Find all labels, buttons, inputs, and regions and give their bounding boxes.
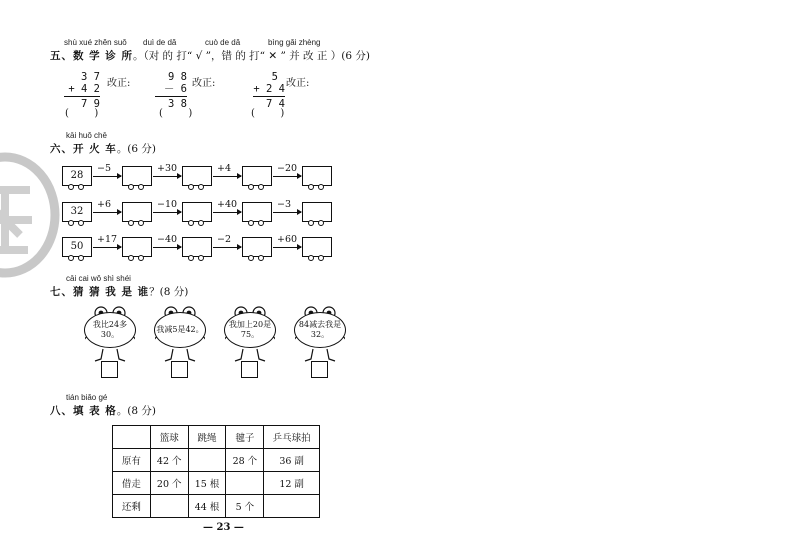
pinyin-s7: cāi cai wǒ shì shéi bbox=[66, 274, 131, 283]
section6-heading bbox=[50, 141, 156, 156]
pinyin-s5-1: shù xué zhěn suǒ bbox=[64, 38, 127, 47]
table-cell[interactable] bbox=[226, 472, 264, 495]
train-start-car: 28 bbox=[62, 166, 92, 186]
arrow-icon bbox=[93, 247, 121, 248]
table-row bbox=[113, 472, 320, 495]
wheel-icon bbox=[78, 220, 84, 226]
problem-1-addend: 3 7 bbox=[81, 71, 100, 83]
wheel-icon bbox=[78, 184, 84, 190]
section7-note: ？(8 分) bbox=[149, 286, 189, 298]
problem-2-minuend: 9 8 bbox=[168, 71, 187, 83]
train-operation: +30 bbox=[157, 163, 178, 174]
table-row bbox=[113, 449, 320, 472]
train-operation: −5 bbox=[97, 163, 112, 174]
pinyin-s5-3: cuò de dǎ bbox=[205, 38, 241, 47]
arrow-icon bbox=[213, 212, 241, 213]
train-operation: −20 bbox=[277, 163, 298, 174]
wheel-icon bbox=[258, 220, 264, 226]
wheel-icon bbox=[138, 255, 144, 261]
wheel-icon bbox=[68, 184, 74, 190]
table-header-cell: 跳绳 bbox=[188, 426, 226, 449]
wheel-icon bbox=[258, 184, 264, 190]
table-cell[interactable] bbox=[150, 495, 188, 518]
arrow-icon bbox=[273, 176, 301, 177]
train-operation: −40 bbox=[157, 234, 178, 245]
wheel-icon bbox=[128, 184, 134, 190]
wheel-icon bbox=[308, 220, 314, 226]
table-cell: 44 根 bbox=[188, 495, 226, 518]
frog-riddle-text: 我比24多30。 bbox=[84, 312, 136, 348]
train-answer-car[interactable] bbox=[302, 237, 332, 257]
problem-3-operand: + 2 4 bbox=[253, 83, 285, 95]
train-answer-car[interactable] bbox=[242, 237, 272, 257]
arrow-icon bbox=[273, 247, 301, 248]
table-row bbox=[113, 495, 320, 518]
wheel-icon bbox=[318, 184, 324, 190]
train-operation: +17 bbox=[97, 234, 118, 245]
arrow-icon bbox=[93, 212, 121, 213]
inventory-table bbox=[112, 425, 320, 518]
section5-note: 。（对 的 打“ √ ”，错 的 打“ ✕ ” 并 改 正 ）(6 分) bbox=[132, 50, 370, 62]
section5-heading bbox=[50, 48, 370, 63]
train-answer-car[interactable] bbox=[242, 166, 272, 186]
table-header-row bbox=[113, 426, 320, 449]
wheel-icon bbox=[318, 255, 324, 261]
problem-3-fix-label: 改正: bbox=[286, 78, 310, 89]
train-start-car: 50 bbox=[62, 237, 92, 257]
frog-riddle-text: 我减5是42。 bbox=[154, 312, 206, 348]
problem-3-addend: 5 bbox=[271, 71, 278, 83]
table-cell[interactable] bbox=[188, 449, 226, 472]
section6-title: 六、开 火 车 bbox=[50, 143, 117, 155]
pinyin-s5-2: duì de dǎ bbox=[143, 38, 177, 47]
wheel-icon bbox=[78, 255, 84, 261]
page-number: — 23 — bbox=[203, 522, 244, 533]
section7-title: 七、猜 猜 我 是 谁 bbox=[50, 286, 150, 298]
problem-3-vertical bbox=[253, 71, 285, 110]
wheel-icon bbox=[308, 255, 314, 261]
section5-title: 五、数 学 诊 所 bbox=[50, 50, 133, 62]
frog-riddle-text: 84减去我是32。 bbox=[294, 312, 346, 348]
table-cell: 12 副 bbox=[264, 472, 320, 495]
wheel-icon bbox=[68, 255, 74, 261]
arrow-icon bbox=[273, 212, 301, 213]
wheel-icon bbox=[138, 184, 144, 190]
table-cell[interactable] bbox=[264, 495, 320, 518]
table-cell: 28 个 bbox=[226, 449, 264, 472]
section8-title: 八、填 表 格 bbox=[50, 405, 117, 417]
train-operation: +60 bbox=[277, 234, 298, 245]
problem-2-fix-label: 改正: bbox=[192, 78, 216, 89]
train-operation: −2 bbox=[217, 234, 232, 245]
table-header-cell: 乒乓球拍 bbox=[264, 426, 320, 449]
train-operation: +6 bbox=[97, 199, 112, 210]
train-operation: −3 bbox=[277, 199, 292, 210]
table-header-cell: 篮球 bbox=[150, 426, 188, 449]
wheel-icon bbox=[198, 220, 204, 226]
arrow-icon bbox=[153, 212, 181, 213]
wheel-icon bbox=[128, 220, 134, 226]
wheel-icon bbox=[138, 220, 144, 226]
train-answer-car[interactable] bbox=[182, 237, 212, 257]
section7-heading bbox=[50, 284, 188, 299]
wheel-icon bbox=[68, 220, 74, 226]
frog-answer-box[interactable] bbox=[311, 361, 328, 378]
table-cell: 36 副 bbox=[264, 449, 320, 472]
pinyin-s6: kāi huǒ chē bbox=[66, 131, 107, 140]
train-answer-car[interactable] bbox=[122, 237, 152, 257]
train-operation: −10 bbox=[157, 199, 178, 210]
wheel-icon bbox=[188, 255, 194, 261]
wheel-icon bbox=[188, 184, 194, 190]
problem-1-operand: + 4 2 bbox=[68, 83, 100, 95]
table-cell: 15 根 bbox=[188, 472, 226, 495]
table-row-label: 原有 bbox=[113, 449, 151, 472]
wheel-icon bbox=[198, 255, 204, 261]
train-answer-car[interactable] bbox=[122, 202, 152, 222]
problem-2-operand: － 6 bbox=[163, 83, 187, 95]
problem-1-result: 7 9 bbox=[81, 98, 100, 110]
arrow-icon bbox=[153, 247, 181, 248]
problem-2-result: 3 8 bbox=[168, 98, 187, 110]
wheel-icon bbox=[128, 255, 134, 261]
frog-answer-box[interactable] bbox=[241, 361, 258, 378]
wheel-icon bbox=[258, 255, 264, 261]
problem-3-result: 7 4 bbox=[266, 98, 285, 110]
train-operation: +4 bbox=[217, 163, 232, 174]
table-cell: 5 个 bbox=[226, 495, 264, 518]
wheel-icon bbox=[248, 220, 254, 226]
train-operation: +40 bbox=[217, 199, 238, 210]
pinyin-s5-4: bìng gǎi zhèng bbox=[268, 38, 321, 47]
train-answer-car[interactable] bbox=[302, 166, 332, 186]
wheel-icon bbox=[318, 220, 324, 226]
table-row-label: 还剩 bbox=[113, 495, 151, 518]
wheel-icon bbox=[248, 184, 254, 190]
frog-answer-box[interactable] bbox=[171, 361, 188, 378]
train-answer-car[interactable] bbox=[182, 202, 212, 222]
train-answer-car[interactable] bbox=[182, 166, 212, 186]
problem-2-vertical bbox=[155, 71, 187, 110]
train-answer-car[interactable] bbox=[242, 202, 272, 222]
section6-note: 。(6 分) bbox=[116, 143, 157, 155]
arrow-icon bbox=[153, 176, 181, 177]
frog-answer-box[interactable] bbox=[101, 361, 118, 378]
table-cell: 42 个 bbox=[150, 449, 188, 472]
arrow-icon bbox=[213, 176, 241, 177]
wheel-icon bbox=[188, 220, 194, 226]
train-answer-car[interactable] bbox=[122, 166, 152, 186]
problem-3-answer-paren[interactable]: ( ) bbox=[251, 108, 285, 119]
table-row-label: 借走 bbox=[113, 472, 151, 495]
frog-riddle-text: 我加上20是75。 bbox=[224, 312, 276, 348]
train-answer-car[interactable] bbox=[302, 202, 332, 222]
section8-heading bbox=[50, 403, 156, 418]
pinyin-s8: tián biǎo gé bbox=[66, 393, 108, 402]
table-header-cell: 毽子 bbox=[226, 426, 264, 449]
table-cell: 20 个 bbox=[150, 472, 188, 495]
arrow-icon bbox=[213, 247, 241, 248]
wheel-icon bbox=[308, 184, 314, 190]
table-header-cell bbox=[113, 426, 151, 449]
wheel-icon bbox=[248, 255, 254, 261]
problem-1-answer-paren[interactable]: ( ) bbox=[65, 108, 99, 119]
problem-1-fix-label: 改正: bbox=[107, 78, 131, 89]
seal-stamp-icon bbox=[0, 150, 70, 280]
section8-note: 。(8 分) bbox=[116, 405, 157, 417]
problem-1-vertical bbox=[64, 71, 100, 110]
wheel-icon bbox=[198, 184, 204, 190]
arrow-icon bbox=[93, 176, 121, 177]
problem-2-answer-paren[interactable]: ( ) bbox=[159, 108, 193, 119]
train-start-car: 32 bbox=[62, 202, 92, 222]
